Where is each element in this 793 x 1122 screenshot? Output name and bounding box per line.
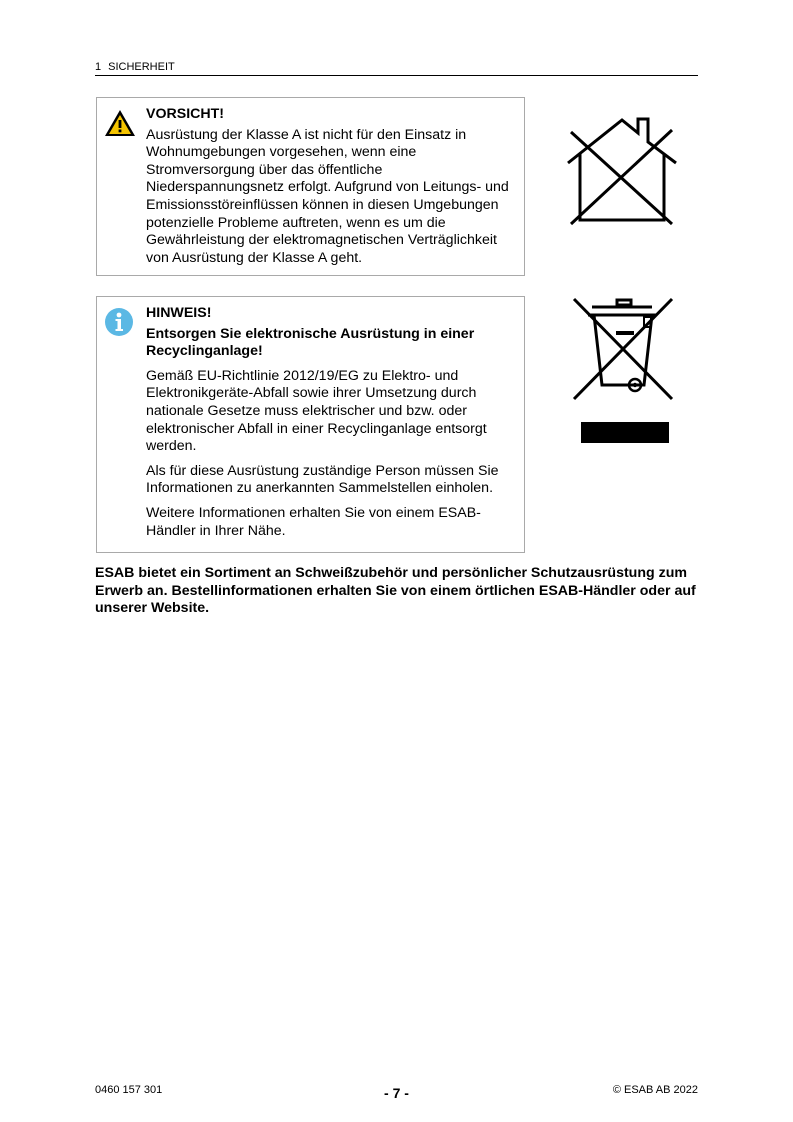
- note-subtitle: Entsorgen Sie elektronische Ausrüstung in einer Recyclinganlage!: [146, 325, 475, 360]
- summary-text: ESAB bietet ein Sortiment an Schweißzubehör und persönlicher Schutzausrüstung zum Erwerb an. Bestellinformationen erhalten Sie von einem örtlichen ESAB-Händler oder auf unserer Website.: [95, 565, 696, 617]
- note-paragraph: Als für diese Ausrüstung zuständige Person müssen Sie Informationen zu anerkannten Sammelstellen einholen.: [146, 462, 499, 497]
- info-icon: [104, 307, 134, 343]
- weee-black-bar: [581, 422, 669, 443]
- note-paragraph: Weitere Informationen erhalten Sie von einem ESAB-Händler in Ihrer Nähe.: [146, 504, 481, 539]
- doc-number: 0460 157 301: [95, 1084, 163, 1096]
- chapter-number: 1: [95, 61, 102, 73]
- caution-title: VORSICHT!: [146, 106, 225, 122]
- caution-text: Ausrüstung der Klasse A ist nicht für den Einsatz in Wohnumgebungen vorgesehen, wenn eine Stromversorgung über das öffentliche Niederspannungsnetz erfolgt. Aufgrund von Leitungs- und Emissionsstöreinflüssen können in diesen Umgebungen potenzielle Probleme auftreten, wenn es um die Gewährleistung der elektromagnetischen Verträglichkeit von Ausrüstung der Klasse A geht.: [146, 126, 509, 266]
- page-number: - 7 -: [384, 1085, 409, 1101]
- note-box: [96, 296, 525, 553]
- warning-triangle-icon: [104, 109, 136, 143]
- note-paragraph: Gemäß EU-Richtlinie 2012/19/EG zu Elektro- und Elektronikgeräte-Abfall sowie ihrer Umsetzung durch nationale Gesetze muss elektrischer und bzw. oder elektronischer Abfall in einer Recyclinganlage entsorgt werden.: [146, 367, 487, 455]
- copyright: © ESAB AB 2022: [612, 1084, 698, 1096]
- note-title: HINWEIS!: [146, 305, 212, 321]
- weee-bin-icon: [572, 297, 674, 406]
- chapter-title: SICHERHEIT: [108, 61, 175, 73]
- page-header: [95, 61, 698, 76]
- caution-box: [96, 97, 525, 276]
- no-residential-use-icon: [566, 116, 678, 231]
